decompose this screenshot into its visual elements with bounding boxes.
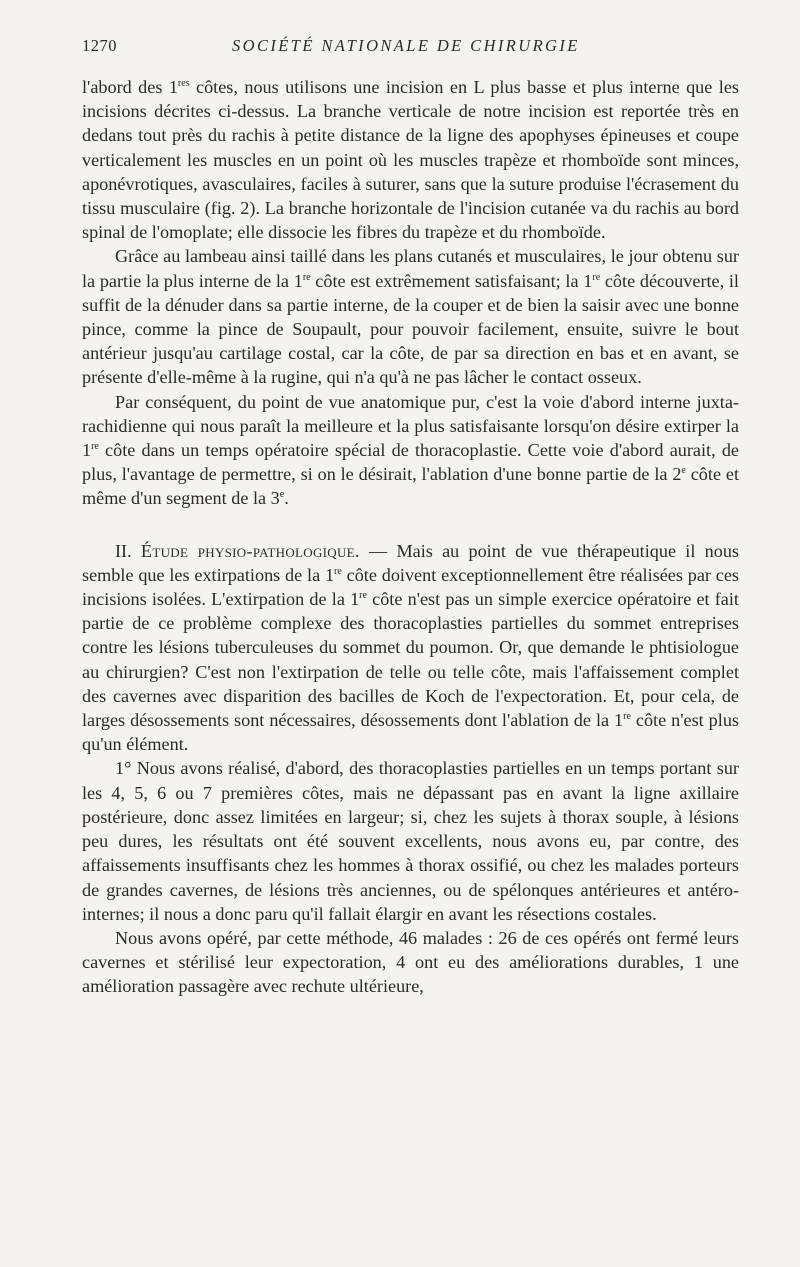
section-heading: Étude physio-pathologique. xyxy=(140,540,360,561)
paragraph-3: Par conséquent, du point de vue anatomique pur, c'est la voie d'abord interne juxta-rachidienne qui nous paraît la meilleure et la plus satisfaisante lorsqu'on désire extirper la 1re côte dans un temps opératoire spécial de thoracoplastie. Cette voie d'abord aurait, de plus, l'avantage de permettre, si on le désirait, l'ablation d'une bonne partie de la 2e côte et même d'un segment de la 3e. xyxy=(82,391,739,509)
paragraph-2: Grâce au lambeau ainsi taillé dans les plans cutanés et musculaires, le jour obtenu sur la partie la plus interne de la 1re côte est extrêmement satisfaisant; la 1re côte découverte, il suffit de la dénuder dans sa partie interne, de la couper et de bien la saisir avec une bonne pince, comme la pince de Soupault, pour pouvoir facilement, ensuite, suivre le bout antérieur jusqu'au cartilage costal, car la côte, de par sa direction en bas et en avant, se présente d'elle-même à la rugine, qui n'a qu'à ne pas lâcher le contact osseux. xyxy=(82,246,739,388)
paragraph-5: 1° Nous avons réalisé, d'abord, des thoracoplasties partielles en un temps portant sur les 4, 5, 6 ou 7 premières côtes, mais ne dépassant pas en avant la ligne axillaire postérieure, donc assez limitées en largeur; si, chez les sujets à thorax souple, à lésions peu dures, les résultats ont été souvent excellents, nous avons eu, par contre, des affaissements insuffisants chez les hommes à thorax ossifié, ou chez les malades porteurs de grandes cavernes, de lésions très anciennes, ou de spélonques antérieures et antéro-internes; il nous a donc paru qu'il fallait élargir en avant les résections costales. xyxy=(82,758,739,924)
page-number: 1270 xyxy=(82,36,117,55)
body-text xyxy=(82,75,739,999)
paragraph-6: Nous avons opéré, par cette méthode, 46 malades : 26 de ces opérés ont fermé leurs cavernes et stérilisé leur expectoration, 4 ont eu des améliorations durables, 1 une amélioration passagère avec rechute ultérieure, xyxy=(82,927,739,997)
paragraph-1: l'abord des 1res côtes, nous utilisons une incision en L plus basse et plus interne que les incisions décrites ci-dessus. La branche verticale de notre incision est reportée très en dedans tout près du rachis à petite distance de la ligne des apophyses épineuses et coupe verticalement les muscles en un point où les muscles trapèze et rhomboïde sont minces, aponévrotiques, avasculaires, faciles à suturer, sans que la suture produise l'écrasement du tissu musculaire (fig. 2). La branche horizontale de l'incision cutanée va du rachis au bord spinal de l'omoplate; elle dissocie les fibres du trapèze et du rhomboïde. xyxy=(82,77,739,243)
section-paragraph: II. Étude physio-pathologique. — Mais au point de vue thérapeutique il nous semble que les extirpations de la 1re côte doivent exceptionnellement être réalisées par ces incisions isolées. L'extirpation de la 1re côte n'est pas un simple exercice opératoire et fait partie de ce problème complexe des thoracoplasties partielles du sommet entreprises contre les lésions tuberculeuses du sommet du poumon. Or, que demande le phtisiologue au chirurgien? C'est non l'extirpation de telle ou telle côte, mais l'affaissement complet des cavernes avec disparition des bacilles de Koch de l'expectoration. Et, pour cela, de larges désossements sont nécessaires, désossements dont l'ablation de la 1re côte n'est plus qu'un élément. xyxy=(82,540,739,755)
page-header xyxy=(82,36,738,58)
running-title: SOCIÉTÉ NATIONALE DE CHIRURGIE xyxy=(232,36,580,55)
